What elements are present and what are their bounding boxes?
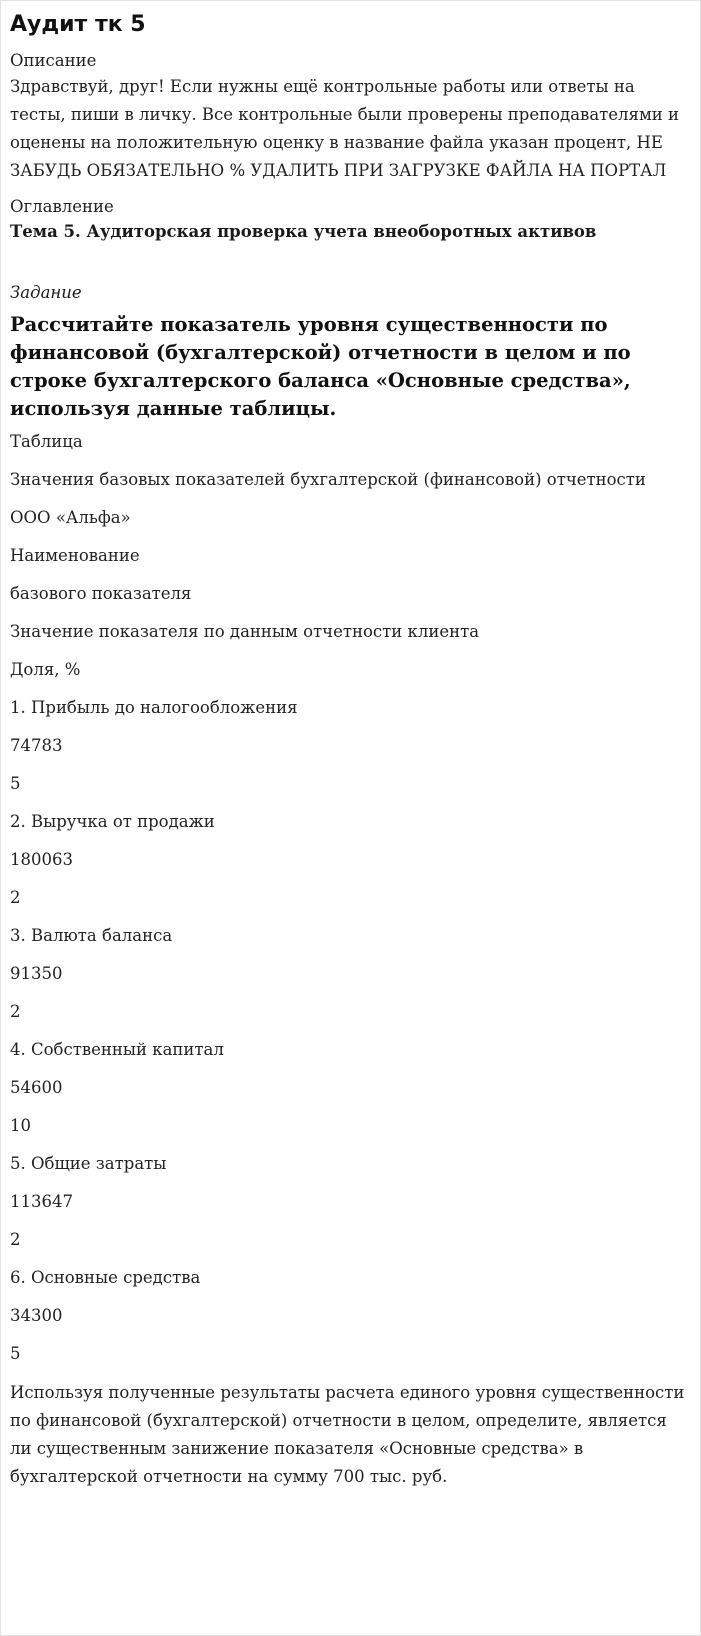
task-paragraph: Наименование <box>10 546 140 565</box>
task-paragraph: 1. Прибыль до налогообложения <box>10 698 298 717</box>
task-body <box>10 429 691 1367</box>
page-title: Аудит тк 5 <box>10 12 146 37</box>
task-paragraph: 10 <box>10 1116 31 1135</box>
task-heading: Рассчитайте показатель уровня существенности по финансовой (бухгалтерской) отчетности в целом и по строке бухгалтерского баланса «Основные средства», используя данные таблицы. <box>10 313 631 420</box>
task-paragraph: 74783 <box>10 736 63 755</box>
task-paragraph: 4. Собственный капитал <box>10 1040 224 1059</box>
task-paragraph: 2 <box>10 1002 21 1021</box>
task-paragraph: 34300 <box>10 1306 63 1325</box>
toc-label: Оглавление <box>10 197 114 216</box>
task-paragraph: 180063 <box>10 850 73 869</box>
task-outro: Используя полученные результаты расчета единого уровня существенности по финансовой (бухгалтерской) отчетности в целом, определите, является ли существенным занижение показателя «Основные средства» в бухгалтерской отчетности на сумму 700 тыс. руб. <box>10 1383 685 1486</box>
task-paragraph: Доля, % <box>10 660 81 679</box>
task-paragraph: 3. Валюта баланса <box>10 926 173 945</box>
toc-topic: Тема 5. Аудиторская проверка учета внеоборотных активов <box>10 222 597 241</box>
task-paragraph: 5 <box>10 774 21 793</box>
task-paragraph: ООО «Альфа» <box>10 508 131 527</box>
task-paragraph: 54600 <box>10 1078 63 1097</box>
task-paragraph: Значения базовых показателей бухгалтерской (финансовой) отчетности <box>10 470 646 489</box>
task-paragraph: 91350 <box>10 964 63 983</box>
task-paragraph: 2 <box>10 1230 21 1249</box>
task-paragraph: 5 <box>10 1344 21 1363</box>
task-paragraph: 6. Основные средства <box>10 1268 201 1287</box>
task-label: Задание <box>10 283 82 302</box>
task-paragraph: 5. Общие затраты <box>10 1154 167 1173</box>
task-paragraph: 2 <box>10 888 21 907</box>
task-paragraph: Значение показателя по данным отчетности клиента <box>10 622 480 641</box>
description-text: Здравствуй, друг! Если нужны ещё контрольные работы или ответы на тесты, пиши в личку. Все контрольные были проверены преподавателями и оценены на положительную оценку в название файла указан процент, НЕ ЗАБУДЬ ОБЯЗАТЕЛЬНО % УДАЛИТЬ ПРИ ЗАГРУЗКЕ ФАЙЛА НА ПОРТАЛ <box>10 77 680 180</box>
task-paragraph: 2. Выручка от продажи <box>10 812 215 831</box>
task-paragraph: 113647 <box>10 1192 73 1211</box>
task-paragraph: базового показателя <box>10 584 192 603</box>
description-label: Описание <box>10 51 97 70</box>
task-paragraph: Таблица <box>10 432 83 451</box>
